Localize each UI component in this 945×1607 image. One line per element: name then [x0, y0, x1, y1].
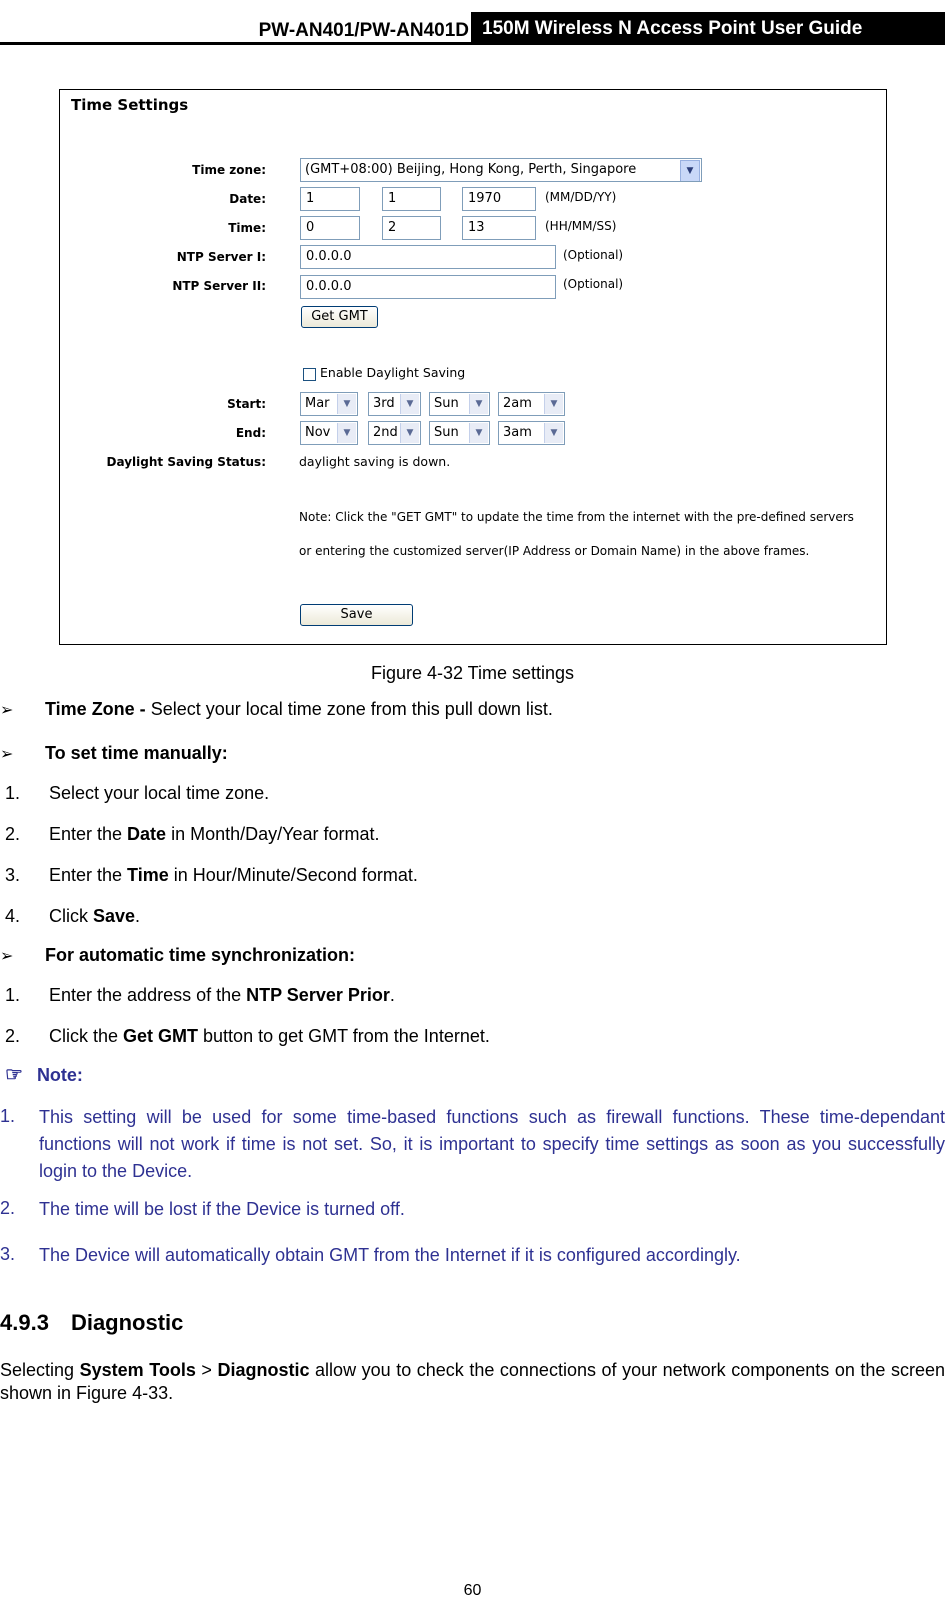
step-text: . — [135, 906, 141, 926]
chevron-down-icon: ▼ — [400, 423, 419, 443]
dst-end-day-value: Sun — [434, 425, 459, 440]
dst-end-week-value: 2nd — [373, 425, 398, 440]
dst-end-month-select[interactable] — [300, 421, 358, 445]
get-gmt-button[interactable]: Get GMT — [301, 306, 378, 328]
note-item-3-num: 3. — [0, 1244, 16, 1264]
date-day-input[interactable]: 1 — [382, 187, 441, 211]
dst-status-value: daylight saving is down. — [299, 454, 451, 469]
step-bold: NTP Server Prior — [246, 985, 390, 1005]
note-item-3: The Device will automatically obtain GMT from the Internet if it is configured accordingly. — [39, 1245, 741, 1265]
note-item-1-num: 1. — [0, 1106, 16, 1126]
ntp-server-2-input[interactable]: 0.0.0.0 — [300, 275, 556, 299]
save-button[interactable]: Save — [300, 604, 413, 626]
date-label: Date: — [229, 192, 266, 206]
auto-step-2-num: 2. — [5, 1026, 21, 1046]
chevron-down-icon: ▼ — [337, 394, 356, 414]
bullet-arrow-icon: ➢ — [0, 948, 14, 965]
note-heading-text: Note: — [36, 1065, 83, 1085]
header-model: PW-AN401/PW-AN401D — [258, 20, 469, 41]
note-item-2-num: 2. — [0, 1198, 16, 1218]
note-line-2: or entering the customized server(IP Address or Domain Name) in the above frames. — [299, 544, 810, 558]
time-zone-label: Time zone: — [192, 163, 266, 177]
ntp-server-1-input[interactable]: 0.0.0.0 — [300, 245, 556, 269]
step-text: Enter the — [49, 824, 128, 844]
step-text: button to get GMT from the Internet. — [198, 1026, 490, 1046]
ntp-server-2-hint: (Optional) — [563, 277, 624, 291]
time-zone-select[interactable] — [300, 158, 702, 182]
manual-step-3 — [49, 865, 418, 886]
body-bold: Diagnostic — [217, 1360, 310, 1380]
step-bold: Get GMT — [123, 1026, 199, 1046]
step-bold: Save — [93, 906, 136, 926]
auto-head — [45, 945, 355, 966]
ntp-server-2-label: NTP Server II: — [172, 279, 266, 293]
step-text: Select your local time zone. — [49, 783, 270, 803]
step-bold: Date — [127, 824, 167, 844]
date-month-input[interactable]: 1 — [300, 187, 360, 211]
step-text: Click the — [49, 1026, 124, 1046]
chevron-down-icon: ▼ — [544, 394, 563, 414]
time-zone-value: (GMT+08:00) Beijing, Hong Kong, Perth, Singapore — [305, 162, 637, 177]
section-heading — [0, 1310, 183, 1336]
time-zone-head: Time Zone - — [45, 699, 146, 719]
dst-start-week-select[interactable] — [368, 392, 421, 416]
ntp-server-1-hint: (Optional) — [563, 248, 624, 262]
step-text: Enter the — [49, 865, 128, 885]
page-number: 60 — [463, 1582, 482, 1599]
dst-end-week-select[interactable] — [368, 421, 421, 445]
auto-head-text: For automatic time synchronization: — [45, 945, 356, 965]
dst-end-hour-value: 3am — [503, 425, 532, 440]
bullet-arrow-icon: ➢ — [0, 702, 14, 719]
time-zone-text: Select your local time zone from this pull down list. — [145, 699, 553, 719]
step-text: . — [389, 985, 395, 1005]
time-zone-item — [45, 699, 553, 720]
manual-step-1-num: 1. — [5, 783, 21, 803]
enable-daylight-saving-label: Enable Daylight Saving — [320, 365, 466, 380]
ntp-server-1-label: NTP Server I: — [176, 250, 266, 264]
manual-step-4-num: 4. — [5, 906, 21, 926]
step-bold: Time — [127, 865, 169, 885]
date-year-input[interactable]: 1970 — [462, 187, 536, 211]
manual-step-3-num: 3. — [5, 865, 21, 885]
dst-start-day-value: Sun — [434, 396, 459, 411]
dst-start-month-value: Mar — [305, 396, 330, 411]
time-settings-title: Time Settings — [71, 96, 189, 114]
step-text: Click — [49, 906, 93, 926]
step-text: Enter the address of the — [49, 985, 247, 1005]
body-text: > — [195, 1360, 218, 1380]
section-body — [0, 1359, 945, 1405]
auto-step-1 — [49, 985, 395, 1006]
time-minute-input[interactable]: 2 — [382, 216, 441, 240]
chevron-down-icon: ▼ — [544, 423, 563, 443]
chevron-down-icon: ▼ — [337, 423, 356, 443]
section-title: Diagnostic — [70, 1310, 184, 1335]
dst-start-label: Start: — [227, 397, 266, 411]
hand-pointing-icon: ☞ — [5, 1064, 23, 1086]
manual-step-2 — [49, 824, 380, 845]
dst-start-day-select[interactable] — [429, 392, 490, 416]
manual-head-text: To set time manually: — [45, 743, 228, 763]
time-label: Time: — [228, 221, 266, 235]
date-format-hint: (MM/DD/YY) — [545, 190, 617, 204]
step-text: in Month/Day/Year format. — [166, 824, 380, 844]
note-line-1: Note: Click the "GET GMT" to update the time from the internet with the pre-defined servers — [299, 510, 854, 524]
body-text: allow you to check the connections of your network components on the screen shown in Figure 4-33. — [0, 1360, 945, 1403]
time-settings-screenshot — [59, 89, 887, 645]
dst-start-month-select[interactable] — [300, 392, 358, 416]
dst-start-hour-value: 2am — [503, 396, 532, 411]
dst-end-month-value: Nov — [305, 425, 331, 440]
chevron-down-icon: ▼ — [400, 394, 419, 414]
dst-status-label: Daylight Saving Status: — [106, 455, 266, 469]
chevron-down-icon: ▼ — [680, 160, 700, 182]
time-second-input[interactable]: 13 — [462, 216, 536, 240]
header-rule — [0, 42, 945, 45]
dst-end-hour-select[interactable] — [498, 421, 565, 445]
dst-end-label: End: — [235, 426, 266, 440]
body-bold: System Tools — [79, 1360, 196, 1380]
time-format-hint: (HH/MM/SS) — [545, 219, 617, 233]
manual-head — [45, 743, 228, 764]
dst-start-hour-select[interactable] — [498, 392, 565, 416]
chevron-down-icon: ▼ — [469, 394, 488, 414]
header-guide-title: 150M Wireless N Access Point User Guide — [471, 12, 945, 45]
bullet-arrow-icon: ➢ — [0, 746, 14, 763]
dst-end-day-select[interactable] — [429, 421, 490, 445]
manual-step-1 — [49, 783, 269, 804]
figure-caption: Figure 4-32 Time settings — [370, 663, 575, 683]
section-number: 4.9.3 — [0, 1310, 49, 1335]
chevron-down-icon: ▼ — [469, 423, 488, 443]
dst-start-week-value: 3rd — [373, 396, 395, 411]
enable-daylight-saving-checkbox[interactable] — [303, 368, 316, 381]
note-item-2: The time will be lost if the Device is turned off. — [39, 1199, 405, 1219]
manual-step-2-num: 2. — [5, 824, 21, 844]
auto-step-2 — [49, 1026, 490, 1047]
manual-step-4 — [49, 906, 140, 927]
note-item-1: This setting will be used for some time-based functions such as firewall functions. These time-dependant functions will not work if time is not set. So, it is important to specify time settings as soon as you successfully login to the Device. — [39, 1107, 945, 1181]
page-header — [0, 10, 945, 44]
auto-step-1-num: 1. — [5, 985, 21, 1005]
time-hour-input[interactable]: 0 — [300, 216, 360, 240]
step-text: in Hour/Minute/Second format. — [168, 865, 418, 885]
body-text: Selecting — [0, 1360, 80, 1380]
note-heading — [5, 1062, 83, 1087]
